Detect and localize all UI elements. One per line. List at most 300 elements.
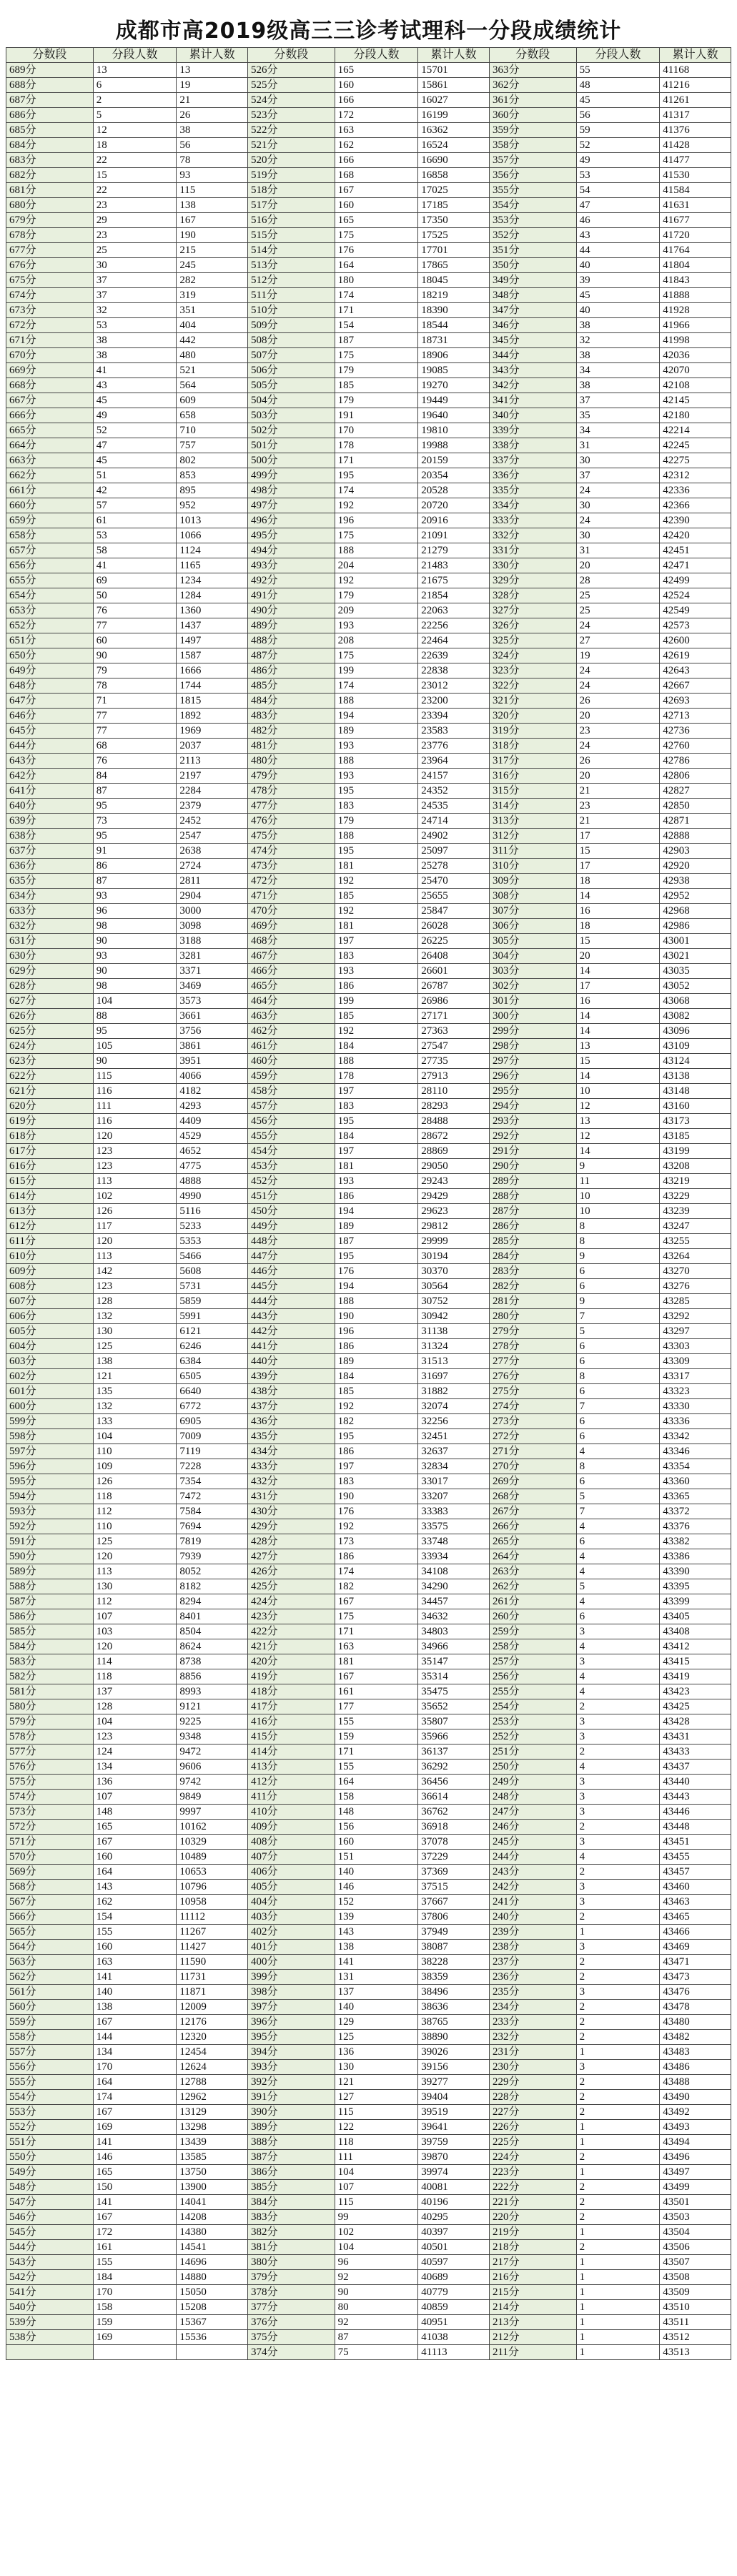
cumulative-count-cell: 43382 <box>660 1534 731 1549</box>
score-segment-cell: 343分 <box>489 363 576 378</box>
table-row <box>6 243 731 258</box>
table-row <box>6 513 731 528</box>
cumulative-count-cell: 3098 <box>177 919 248 934</box>
score-segment-cell: 383分 <box>247 2210 335 2225</box>
cumulative-count-cell: 41966 <box>660 318 731 333</box>
segment-count-cell: 123 <box>93 1144 177 1159</box>
cumulative-count-cell: 43185 <box>660 1129 731 1144</box>
score-segment-cell: 270分 <box>489 1459 576 1474</box>
cumulative-count-cell: 43276 <box>660 1279 731 1294</box>
cumulative-count-cell: 43354 <box>660 1459 731 1474</box>
cumulative-count-cell: 6640 <box>177 1384 248 1399</box>
cumulative-count-cell: 9742 <box>177 1775 248 1790</box>
segment-count-cell: 187 <box>335 1234 418 1249</box>
table-row <box>6 1820 731 1835</box>
score-segment-cell: 433分 <box>247 1459 335 1474</box>
cumulative-count-cell: 43465 <box>660 1910 731 1925</box>
score-segment-cell: 259分 <box>489 1624 576 1639</box>
cumulative-count-cell: 42667 <box>660 678 731 694</box>
cumulative-count-cell: 3661 <box>177 1009 248 1024</box>
segment-count-cell: 6 <box>576 1609 660 1624</box>
table-row <box>6 1970 731 1985</box>
cumulative-count-cell: 39759 <box>418 2135 490 2150</box>
score-segment-cell: 573分 <box>6 1805 94 1820</box>
table-row <box>6 1805 731 1820</box>
segment-count-cell: 151 <box>335 1850 418 1865</box>
score-segment-cell: 485分 <box>247 678 335 694</box>
segment-count-cell: 184 <box>335 1039 418 1054</box>
segment-count-cell: 2 <box>576 1865 660 1880</box>
segment-count-cell: 163 <box>335 123 418 138</box>
table-row <box>6 528 731 543</box>
cumulative-count-cell: 43390 <box>660 1564 731 1579</box>
score-segment-cell: 647分 <box>6 694 94 709</box>
cumulative-count-cell: 167 <box>177 213 248 228</box>
segment-count-cell: 197 <box>335 1144 418 1159</box>
score-segment-cell: 563分 <box>6 1955 94 1970</box>
score-segment-cell: 605分 <box>6 1324 94 1339</box>
segment-count-cell: 2 <box>576 2105 660 2120</box>
cumulative-count-cell: 43512 <box>660 2330 731 2345</box>
cumulative-count-cell: 41530 <box>660 168 731 183</box>
segment-count-cell: 93 <box>93 889 177 904</box>
cumulative-count-cell: 39870 <box>418 2150 490 2165</box>
score-segment-cell: 396分 <box>247 2015 335 2030</box>
score-segment-cell: 685分 <box>6 123 94 138</box>
segment-count-cell: 1 <box>576 2285 660 2300</box>
segment-count-cell: 9 <box>576 1159 660 1174</box>
segment-count-cell: 25 <box>576 603 660 618</box>
cumulative-count-cell: 40951 <box>418 2315 490 2330</box>
score-segment-cell: 479分 <box>247 769 335 784</box>
segment-count-cell: 6 <box>576 1429 660 1444</box>
segment-count-cell: 132 <box>93 1399 177 1414</box>
score-segment-cell: 625分 <box>6 1024 94 1039</box>
segment-count-cell: 159 <box>93 2315 177 2330</box>
cumulative-count-cell: 4775 <box>177 1159 248 1174</box>
score-segment-cell: 656分 <box>6 558 94 573</box>
cumulative-count-cell: 7119 <box>177 1444 248 1459</box>
cumulative-count-cell: 23200 <box>418 694 490 709</box>
score-segment-cell: 304分 <box>489 949 576 964</box>
score-segment-cell: 339分 <box>489 423 576 438</box>
segment-count-cell: 104 <box>93 994 177 1009</box>
segment-count-cell: 40 <box>576 303 660 318</box>
score-segment-cell: 610分 <box>6 1249 94 1264</box>
segment-count-cell: 55 <box>576 63 660 78</box>
table-row <box>6 558 731 573</box>
segment-count-cell: 155 <box>93 1925 177 1940</box>
segment-count-cell: 186 <box>335 1549 418 1564</box>
score-segment-cell: 376分 <box>247 2315 335 2330</box>
score-segment-cell: 357分 <box>489 153 576 168</box>
score-segment-cell: 494分 <box>247 543 335 558</box>
score-segment-cell: 666分 <box>6 408 94 423</box>
segment-count-cell: 2 <box>576 1745 660 1760</box>
score-segment-cell: 213分 <box>489 2315 576 2330</box>
table-row <box>6 1699 731 1714</box>
score-segment-cell: 510分 <box>247 303 335 318</box>
table-row <box>6 153 731 168</box>
cumulative-count-cell: 19640 <box>418 408 490 423</box>
segment-count-cell: 22 <box>93 183 177 198</box>
table-row <box>6 1429 731 1444</box>
segment-count-cell: 141 <box>93 1970 177 1985</box>
segment-count-cell: 6 <box>576 1474 660 1489</box>
segment-count-cell: 91 <box>93 844 177 859</box>
table-row <box>6 1444 731 1459</box>
cumulative-count-cell: 13298 <box>177 2120 248 2135</box>
cumulative-count-cell: 404 <box>177 318 248 333</box>
score-segment-cell: 349分 <box>489 273 576 288</box>
segment-count-cell: 34 <box>576 363 660 378</box>
cumulative-count-cell: 30194 <box>418 1249 490 1264</box>
segment-count-cell: 4 <box>576 1564 660 1579</box>
segment-count-cell: 77 <box>93 709 177 724</box>
cumulative-count-cell: 42871 <box>660 814 731 829</box>
score-segment-cell: 650分 <box>6 648 94 663</box>
cumulative-count-cell: 43428 <box>660 1714 731 1729</box>
cumulative-count-cell: 14696 <box>177 2255 248 2270</box>
segment-count-cell: 194 <box>335 1279 418 1294</box>
cumulative-count-cell: 10489 <box>177 1850 248 1865</box>
cumulative-count-cell: 37949 <box>418 1925 490 1940</box>
cumulative-count-cell: 42903 <box>660 844 731 859</box>
segment-count-cell: 13 <box>576 1114 660 1129</box>
table-row <box>6 2060 731 2075</box>
segment-count-cell: 165 <box>93 2165 177 2180</box>
cumulative-count-cell: 138 <box>177 198 248 213</box>
segment-count-cell: 105 <box>93 1039 177 1054</box>
cumulative-count-cell: 4990 <box>177 1189 248 1204</box>
table-row <box>6 228 731 243</box>
score-segment-cell: 412分 <box>247 1775 335 1790</box>
score-segment-cell: 659分 <box>6 513 94 528</box>
cumulative-count-cell: 1666 <box>177 663 248 678</box>
table-row <box>6 663 731 678</box>
cumulative-count-cell: 7584 <box>177 1504 248 1519</box>
segment-count-cell: 148 <box>93 1805 177 1820</box>
cumulative-count-cell: 43239 <box>660 1204 731 1219</box>
segment-count-cell: 6 <box>576 1264 660 1279</box>
segment-count-cell: 22 <box>93 153 177 168</box>
score-segment-cell: 281分 <box>489 1294 576 1309</box>
table-row <box>6 694 731 709</box>
score-segment-cell: 410分 <box>247 1805 335 1820</box>
cumulative-count-cell: 1969 <box>177 724 248 739</box>
cumulative-count-cell: 42619 <box>660 648 731 663</box>
segment-count-cell: 15 <box>93 168 177 183</box>
segment-count-cell: 182 <box>335 1414 418 1429</box>
cumulative-count-cell: 10653 <box>177 1865 248 1880</box>
header-cumulative-count: 累计人数 <box>177 48 248 63</box>
cumulative-count-cell: 26601 <box>418 964 490 979</box>
cumulative-count-cell: 3573 <box>177 994 248 1009</box>
segment-count-cell: 37 <box>576 393 660 408</box>
score-segment-cell: 327分 <box>489 603 576 618</box>
segment-count-cell: 20 <box>576 949 660 964</box>
segment-count-cell: 1 <box>576 2300 660 2315</box>
table-row <box>6 1534 731 1549</box>
cumulative-count-cell: 1234 <box>177 573 248 588</box>
cumulative-count-cell: 43513 <box>660 2345 731 2360</box>
score-segment-cell: 489分 <box>247 618 335 633</box>
score-segment-cell: 648分 <box>6 678 94 694</box>
segment-count-cell: 160 <box>93 1940 177 1955</box>
cumulative-count-cell: 1815 <box>177 694 248 709</box>
table-row <box>6 2270 731 2285</box>
cumulative-count-cell: 38 <box>177 123 248 138</box>
score-segment-cell: 352分 <box>489 228 576 243</box>
cumulative-count-cell: 43109 <box>660 1039 731 1054</box>
header-score-segment: 分数段 <box>489 48 576 63</box>
cumulative-count-cell: 40397 <box>418 2225 490 2240</box>
cumulative-count-cell: 43501 <box>660 2195 731 2210</box>
score-segment-cell: 233分 <box>489 2015 576 2030</box>
segment-count-cell: 164 <box>93 2075 177 2090</box>
segment-count-cell: 23 <box>576 724 660 739</box>
cumulative-count-cell: 42600 <box>660 633 731 648</box>
table-row <box>6 1955 731 1970</box>
cumulative-count-cell: 34108 <box>418 1564 490 1579</box>
segment-count-cell: 35 <box>576 408 660 423</box>
table-row <box>6 1760 731 1775</box>
header-score-segment: 分数段 <box>6 48 94 63</box>
table-row <box>6 1835 731 1850</box>
score-segment-cell: 452分 <box>247 1174 335 1189</box>
table-row <box>6 1639 731 1654</box>
score-segment-cell: 615分 <box>6 1174 94 1189</box>
cumulative-count-cell: 29429 <box>418 1189 490 1204</box>
segment-count-cell: 165 <box>93 1820 177 1835</box>
cumulative-count-cell: 42850 <box>660 799 731 814</box>
segment-count-cell: 177 <box>335 1699 418 1714</box>
cumulative-count-cell: 25278 <box>418 859 490 874</box>
score-segment-cell: 634分 <box>6 889 94 904</box>
score-segment-cell: 318分 <box>489 739 576 754</box>
table-row <box>6 2090 731 2105</box>
score-segment-cell: 262分 <box>489 1579 576 1594</box>
table-row <box>6 724 731 739</box>
cumulative-count-cell: 43431 <box>660 1729 731 1745</box>
cumulative-count-cell: 43342 <box>660 1429 731 1444</box>
segment-count-cell: 18 <box>93 138 177 153</box>
cumulative-count-cell: 43309 <box>660 1354 731 1369</box>
segment-count-cell: 14 <box>576 1009 660 1024</box>
segment-count-cell: 103 <box>93 1624 177 1639</box>
score-segment-cell: 314分 <box>489 799 576 814</box>
cumulative-count-cell: 43096 <box>660 1024 731 1039</box>
segment-count-cell: 2 <box>576 2210 660 2225</box>
cumulative-count-cell: 20354 <box>418 468 490 483</box>
score-segment-cell: 687分 <box>6 93 94 108</box>
cumulative-count-cell: 41928 <box>660 303 731 318</box>
score-segment-cell: 601分 <box>6 1384 94 1399</box>
cumulative-count-cell: 18219 <box>418 288 490 303</box>
cumulative-count-cell: 19270 <box>418 378 490 393</box>
segment-count-cell: 1 <box>576 2135 660 2150</box>
cumulative-count-cell: 37078 <box>418 1835 490 1850</box>
score-segment-cell: 649分 <box>6 663 94 678</box>
cumulative-count-cell: 1497 <box>177 633 248 648</box>
segment-count-cell: 118 <box>335 2135 418 2150</box>
cumulative-count-cell: 42275 <box>660 453 731 468</box>
score-segment-cell: 517分 <box>247 198 335 213</box>
cumulative-count-cell: 6772 <box>177 1399 248 1414</box>
score-segment-cell: 451分 <box>247 1189 335 1204</box>
score-segment-cell: 673分 <box>6 303 94 318</box>
score-segment-cell: 571分 <box>6 1835 94 1850</box>
cumulative-count-cell: 21675 <box>418 573 490 588</box>
score-segment-cell: 229分 <box>489 2075 576 2090</box>
segment-count-cell: 3 <box>576 1654 660 1669</box>
score-segment-cell: 374分 <box>247 2345 335 2360</box>
cumulative-count-cell: 42888 <box>660 829 731 844</box>
cumulative-count-cell: 7819 <box>177 1534 248 1549</box>
score-segment-cell: 273分 <box>489 1414 576 1429</box>
segment-count-cell: 76 <box>93 754 177 769</box>
segment-count-cell: 87 <box>93 784 177 799</box>
cumulative-count-cell: 43457 <box>660 1865 731 1880</box>
segment-count-cell: 1 <box>576 2315 660 2330</box>
segment-count-cell: 185 <box>335 378 418 393</box>
segment-count-cell: 174 <box>335 678 418 694</box>
score-segment-cell: 654分 <box>6 588 94 603</box>
cumulative-count-cell: 38087 <box>418 1940 490 1955</box>
cumulative-count-cell: 9606 <box>177 1760 248 1775</box>
score-segment-cell: 293分 <box>489 1114 576 1129</box>
segment-count-cell: 32 <box>93 303 177 318</box>
score-segment-cell: 590分 <box>6 1549 94 1564</box>
cumulative-count-cell: 43148 <box>660 1084 731 1099</box>
cumulative-count-cell: 35966 <box>418 1729 490 1745</box>
score-segment-cell: 567分 <box>6 1895 94 1910</box>
segment-count-cell: 195 <box>335 1429 418 1444</box>
cumulative-count-cell: 12320 <box>177 2030 248 2045</box>
score-segment-cell: 395分 <box>247 2030 335 2045</box>
segment-count-cell: 120 <box>93 1549 177 1564</box>
cumulative-count-cell: 40779 <box>418 2285 490 2300</box>
segment-count-cell: 4 <box>576 1639 660 1654</box>
cumulative-count-cell: 28672 <box>418 1129 490 1144</box>
cumulative-count-cell: 38765 <box>418 2015 490 2030</box>
score-segment-cell: 296分 <box>489 1069 576 1084</box>
table-row <box>6 168 731 183</box>
score-segment-cell: 680分 <box>6 198 94 213</box>
table-row <box>6 949 731 964</box>
table-row <box>6 1294 731 1309</box>
segment-count-cell: 179 <box>335 588 418 603</box>
segment-count-cell: 38 <box>576 318 660 333</box>
cumulative-count-cell: 29812 <box>418 1219 490 1234</box>
score-segment-cell: 560分 <box>6 2000 94 2015</box>
cumulative-count-cell: 41584 <box>660 183 731 198</box>
segment-count-cell: 174 <box>335 483 418 498</box>
segment-count-cell: 195 <box>335 468 418 483</box>
cumulative-count-cell: 27547 <box>418 1039 490 1054</box>
segment-count-cell: 21 <box>576 784 660 799</box>
score-segment-cell: 394分 <box>247 2045 335 2060</box>
score-segment-cell: 350分 <box>489 258 576 273</box>
score-segment-cell: 480分 <box>247 754 335 769</box>
segment-count-cell: 102 <box>335 2225 418 2240</box>
score-segment-cell: 602分 <box>6 1369 94 1384</box>
score-segment-cell: 284分 <box>489 1249 576 1264</box>
segment-count-cell: 80 <box>335 2300 418 2315</box>
cumulative-count-cell: 33748 <box>418 1534 490 1549</box>
score-segment-cell: 249分 <box>489 1775 576 1790</box>
score-segment-cell: 320分 <box>489 709 576 724</box>
score-segment-cell: 289分 <box>489 1174 576 1189</box>
cumulative-count-cell: 24157 <box>418 769 490 784</box>
segment-count-cell: 156 <box>335 1820 418 1835</box>
segment-count-cell: 123 <box>93 1279 177 1294</box>
table-row <box>6 348 731 363</box>
segment-count-cell: 186 <box>335 979 418 994</box>
segment-count-cell: 129 <box>335 2015 418 2030</box>
segment-count-cell: 45 <box>576 93 660 108</box>
score-segment-cell: 603分 <box>6 1354 94 1369</box>
cumulative-count-cell: 6384 <box>177 1354 248 1369</box>
table-row <box>6 934 731 949</box>
score-segment-cell: 502分 <box>247 423 335 438</box>
table-row <box>6 829 731 844</box>
score-segment-cell: 255分 <box>489 1684 576 1699</box>
score-segment-cell: 393分 <box>247 2060 335 2075</box>
cumulative-count-cell: 43469 <box>660 1940 731 1955</box>
cumulative-count-cell: 3371 <box>177 964 248 979</box>
segment-count-cell: 99 <box>335 2210 418 2225</box>
table-row <box>6 2240 731 2255</box>
segment-count-cell: 6 <box>576 1354 660 1369</box>
segment-count-cell: 120 <box>93 1234 177 1249</box>
cumulative-count-cell: 41631 <box>660 198 731 213</box>
segment-count-cell: 95 <box>93 1024 177 1039</box>
cumulative-count-cell: 23583 <box>418 724 490 739</box>
table-row <box>6 1729 731 1745</box>
score-segment-cell: 415分 <box>247 1729 335 1745</box>
score-segment-cell: 375分 <box>247 2330 335 2345</box>
cumulative-count-cell: 42643 <box>660 663 731 678</box>
segment-count-cell: 164 <box>93 1865 177 1880</box>
cumulative-count-cell: 24535 <box>418 799 490 814</box>
cumulative-count-cell: 37515 <box>418 1880 490 1895</box>
segment-count-cell: 209 <box>335 603 418 618</box>
cumulative-count-cell: 42451 <box>660 543 731 558</box>
table-row <box>6 333 731 348</box>
cumulative-count-cell: 22256 <box>418 618 490 633</box>
cumulative-count-cell: 26 <box>177 108 248 123</box>
score-segment-cell: 515分 <box>247 228 335 243</box>
segment-count-cell: 51 <box>93 468 177 483</box>
score-segment-cell: 661分 <box>6 483 94 498</box>
score-segment-cell: 580分 <box>6 1699 94 1714</box>
cumulative-count-cell: 43508 <box>660 2270 731 2285</box>
score-segment-cell: 390分 <box>247 2105 335 2120</box>
score-segment-cell: 271分 <box>489 1444 576 1459</box>
score-segment-cell: 227分 <box>489 2105 576 2120</box>
segment-count-cell: 13 <box>576 1039 660 1054</box>
segment-count-cell: 6 <box>576 1384 660 1399</box>
score-segment-cell: 514分 <box>247 243 335 258</box>
segment-count-cell: 4 <box>576 1519 660 1534</box>
score-segment-cell: 637分 <box>6 844 94 859</box>
score-segment-cell: 556分 <box>6 2060 94 2075</box>
cumulative-count-cell: 3951 <box>177 1054 248 1069</box>
segment-count-cell: 2 <box>576 2015 660 2030</box>
cumulative-count-cell: 32637 <box>418 1444 490 1459</box>
score-segment-cell: 397分 <box>247 2000 335 2015</box>
